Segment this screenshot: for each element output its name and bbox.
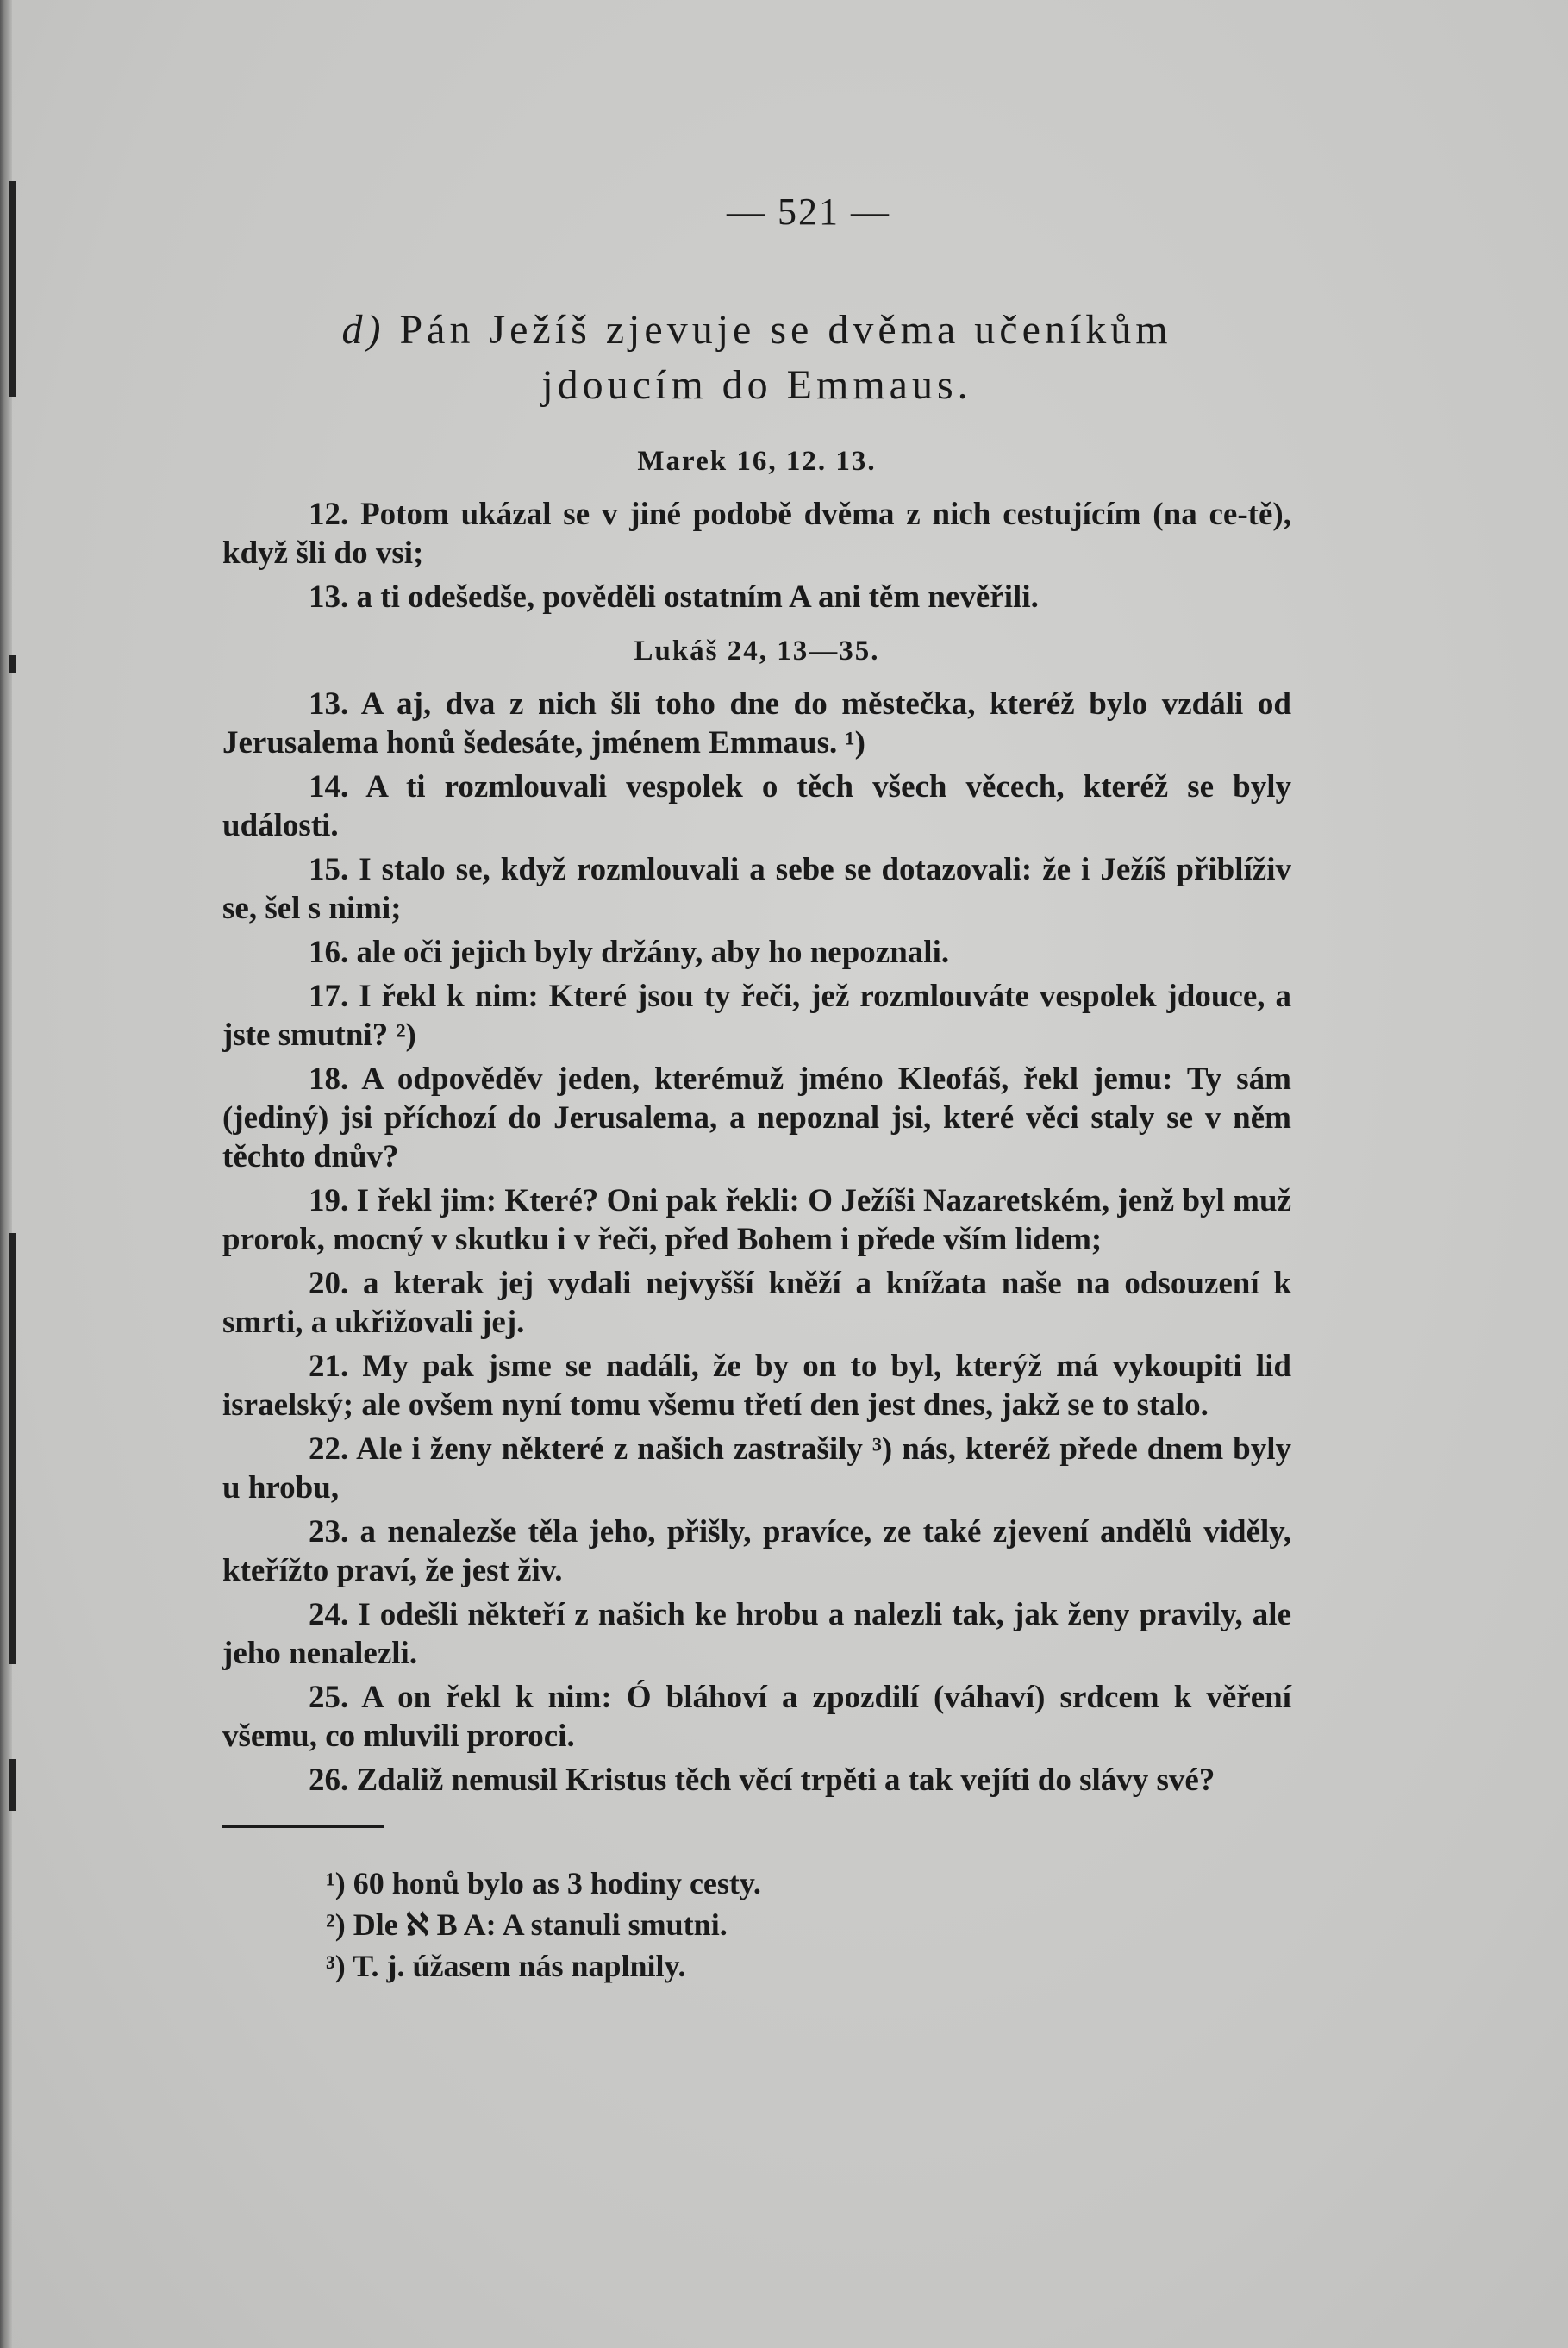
footnote-divider (222, 1825, 384, 1828)
verse: 12. Potom ukázal se v jiné podobě dvěma z nich cestujícím (na ce-tě), když šli do vsi; (222, 497, 1291, 571)
verse: 15. I stalo se, když rozmlouvali a sebe se dotazovali: že i Ježíš přiblíživ se, šel s nimi; (222, 852, 1291, 926)
verse: 24. I odešli někteří z našich ke hrobu a nalezli tak, jak ženy pravily, ale jeho nenalezli. (222, 1597, 1291, 1671)
edge-mark (9, 655, 16, 673)
title-line-2: jdoucím do Emmaus. (541, 362, 972, 408)
verse: 22. Ale i ženy některé z našich zastrašily ³) nás, kteréž přede dnem byly u hrobu, (222, 1431, 1291, 1506)
verse: 23. a nenalezše těla jeho, přišly, pravíce, ze také zjevení andělů viděly, kteřížto praví, že jest živ. (222, 1514, 1291, 1588)
footnotes (222, 1863, 1291, 1987)
passage-mark (222, 446, 1291, 617)
verse: 26. Zdaliž nemusil Kristus těch věcí trpěti a tak vejíti do slávy své? (309, 1763, 1215, 1798)
footnote: ³) T. j. úžasem nás naplnily. (326, 1949, 686, 1983)
section-title (222, 303, 1291, 413)
edge-mark (9, 1759, 16, 1811)
passage-luke (222, 636, 1291, 1800)
verse: 19. I řekl jim: Které? Oni pak řekli: O Ježíši Nazaretském, jenž byl muž prorok, mocný v skutku i v řeči, před Bohem i přede vším lidem; (222, 1183, 1291, 1257)
footnote: ¹) 60 honů bylo as 3 hodiny cesty. (326, 1866, 761, 1900)
edge-mark (9, 181, 16, 397)
verse: 13. A aj, dva z nich šli toho dne do městečka, kteréž bylo vzdáli od Jerusalema honů šedesáte, jménem Emmaus. ¹) (222, 686, 1291, 761)
verse: 13. a ti odešedše, pověděli ostatním A ani těm nevěřili. (309, 579, 1039, 615)
verse: 21. My pak jsme se nadáli, že by on to byl, kterýž má vykoupiti lid israelský; ale ovšem nyní tomu všemu třetí den jest dnes, jakž se to stalo. (222, 1349, 1291, 1423)
footnote: ²) Dle ℵ B A: A stanuli smutni. (326, 1907, 728, 1942)
verse: 16. ale oči jejich byly držány, aby ho nepoznali. (309, 935, 950, 970)
edge-mark (9, 1233, 16, 1664)
verse: 25. A on řekl k nim: Ó bláhoví a zpozdilí (váhaví) srdcem k věření všemu, co mluvili proroci. (222, 1680, 1291, 1754)
verse: 17. I řekl k nim: Které jsou ty řeči, jež rozmlouváte vespolek jdouce, a jste smutni? ²) (222, 979, 1291, 1053)
verse: 14. A ti rozmlouvali vespolek o těch všech věcech, kteréž se byly události. (222, 769, 1291, 843)
section-letter: d) (341, 307, 385, 353)
verse: 18. A odpověděv jeden, kterémuž jméno Kleofáš, řekl jemu: Ty sám (jediný) jsi příchozí do Jerusalema, a nepoznal jsi, které věci staly se v něm těchto dnův? (222, 1061, 1291, 1174)
verse: 20. a kterak jej vydali nejvyšší kněží a knížata naše na odsouzení k smrti, a ukřižovali jej. (222, 1266, 1291, 1340)
page-number: — 521 — (727, 191, 890, 233)
scripture-reference: Lukáš 24, 13—35. (634, 636, 880, 667)
title-line-1: Pán Ježíš zjevuje se dvěma učeníkům (399, 307, 1172, 353)
scripture-reference: Marek 16, 12. 13. (637, 446, 877, 477)
page-content (222, 172, 1291, 1987)
